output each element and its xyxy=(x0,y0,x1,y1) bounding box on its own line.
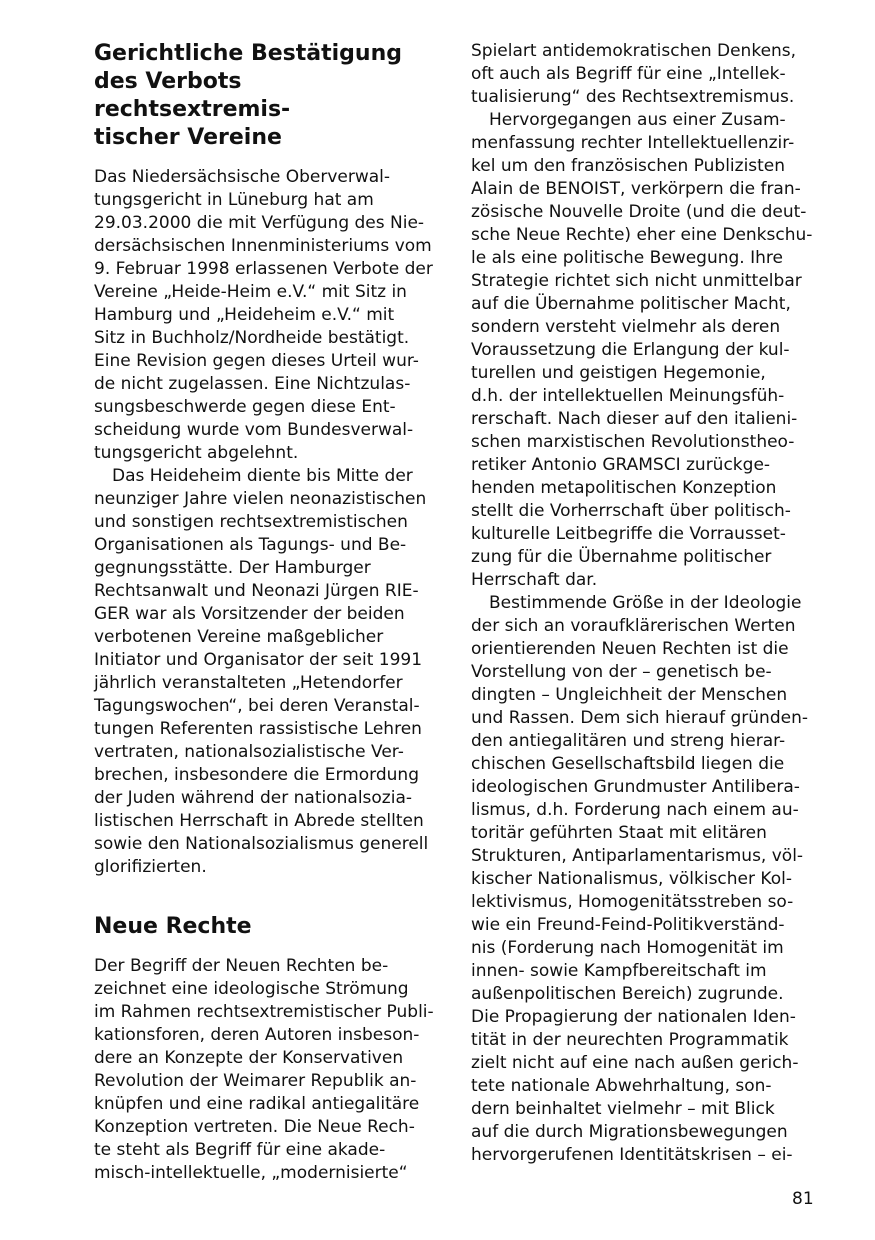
text-line: innen- sowie Kampfbereitschaft im xyxy=(471,961,767,981)
text-line: auf die Übernahme politischer Macht, xyxy=(471,294,791,314)
text-line: Organisationen als Tagungs- und Be- xyxy=(94,535,407,555)
text-line: tete nationale Abwehrhaltung, son- xyxy=(471,1076,772,1096)
text-line: sondern versteht vielmehr als deren xyxy=(471,317,781,337)
text-line: menfassung rechter Intellektuellenzir- xyxy=(471,133,795,153)
text-line: d.h. der intellektuellen Meinungsfüh- xyxy=(471,386,785,406)
text-line: turellen und geistigen Hegemonie, xyxy=(471,363,766,383)
text-line: nis (Forderung nach Homogenität im xyxy=(471,938,784,958)
text-line: tungen Referenten rassistische Lehren xyxy=(94,719,422,739)
text-line: kischer Nationalismus, völkischer Kol- xyxy=(471,869,792,889)
text-line: sche Neue Rechte) eher eine Denkschu- xyxy=(471,225,813,245)
text-line: und Rassen. Dem sich hierauf gründen- xyxy=(471,708,808,728)
text-line: stellt die Vorherrschaft über politisch- xyxy=(471,501,791,521)
text-line: Vorstellung von der – genetisch be- xyxy=(471,662,772,682)
text-line: jährlich veranstalteten „Hetendorfer xyxy=(94,673,403,693)
text-line: lektivismus, Homogenitätsstreben so- xyxy=(471,892,794,912)
text-line: Hamburg und „Heideheim e.V.“ mit xyxy=(94,305,395,325)
page-number: 81 xyxy=(792,1189,814,1209)
text-line: Alain de BENOIST, verkörpern die fran- xyxy=(471,179,801,199)
text-line: zung für die Übernahme politischer xyxy=(471,547,772,567)
text-line: misch-intellektuelle, „modernisierte“ xyxy=(94,1163,408,1183)
text-line: dersächsischen Innenministeriums vom xyxy=(94,236,432,256)
section-heading-neue-rechte: Neue Rechte xyxy=(94,914,252,939)
text-line: Spielart antidemokratischen Denkens, xyxy=(471,41,797,61)
text-line: Vereine „Heide-Heim e.V.“ mit Sitz in xyxy=(94,282,407,302)
text-line: Der Begriff der Neuen Rechten be- xyxy=(94,956,389,976)
text-line: orientierenden Neuen Rechten ist die xyxy=(471,639,789,659)
text-line: dern beinhaltet vielmehr – mit Blick xyxy=(471,1099,775,1119)
text-line: den antiegalitären und streng hierar- xyxy=(471,731,786,751)
text-line: tualisierung“ des Rechtsextremismus. xyxy=(471,87,795,107)
text-line: neunziger Jahre vielen neonazistischen xyxy=(94,489,427,509)
text-line: Bestimmende Größe in der Ideologie xyxy=(489,593,802,613)
text-line: der Juden während der nationalsozia- xyxy=(94,788,412,808)
text-line: dingten – Ungleichheit der Menschen xyxy=(471,685,788,705)
text-line: Das Niedersächsische Oberverwal- xyxy=(94,167,391,187)
text-line: zösische Nouvelle Droite (und die deut- xyxy=(471,202,807,222)
text-line: ideologischen Grundmuster Antilibera- xyxy=(471,777,800,797)
text-line: de nicht zugelassen. Eine Nichtzulas- xyxy=(94,374,411,394)
text-line: Die Propagierung der nationalen Iden- xyxy=(471,1007,796,1027)
text-line: GER war als Vorsitzender der beiden xyxy=(94,604,405,624)
paragraph xyxy=(94,465,439,879)
heading-line: tischer Vereine xyxy=(94,125,282,150)
text-line: gegnungsstätte. Der Hamburger xyxy=(94,558,371,578)
right-column xyxy=(471,40,816,1167)
text-line: toritär geführten Staat mit elitären xyxy=(471,823,767,843)
text-line: schen marxistischen Revolutionstheo- xyxy=(471,432,795,452)
text-line: kationsforen, deren Autoren insbeson- xyxy=(94,1025,420,1045)
text-line: dere an Konzepte der Konservativen xyxy=(94,1048,404,1068)
text-line: hervorgerufenen Identitätskrisen – ei- xyxy=(471,1145,793,1165)
text-line: kulturelle Leitbegriffe die Vorrausset- xyxy=(471,524,786,544)
text-line: zielt nicht auf eine nach außen gerich- xyxy=(471,1053,799,1073)
text-line: le als eine politische Bewegung. Ihre xyxy=(471,248,783,268)
text-line: außenpolitischen Bereich) zugrunde. xyxy=(471,984,784,1004)
text-line: wie ein Freund-Feind-Politikverständ- xyxy=(471,915,785,935)
text-line: listischen Herrschaft in Abrede stellten xyxy=(94,811,424,831)
text-line: knüpfen und eine radikal antiegalitäre xyxy=(94,1094,420,1114)
text-line: vertraten, nationalsozialistische Ver- xyxy=(94,742,404,762)
text-line: tität in der neurechten Programmatik xyxy=(471,1030,789,1050)
text-line: Eine Revision gegen dieses Urteil wur- xyxy=(94,351,419,371)
text-line: sowie den Nationalsozialismus generell xyxy=(94,834,429,854)
text-line: Sitz in Buchholz/Nordheide bestätigt. xyxy=(94,328,410,348)
text-line: oft auch als Begriff für eine „Intellek- xyxy=(471,64,786,84)
text-line: Rechtsanwalt und Neonazi Jürgen RIE- xyxy=(94,581,419,601)
text-line: der sich an voraufklärerischen Werten xyxy=(471,616,796,636)
paragraph xyxy=(471,109,816,592)
text-line: Initiator und Organisator der seit 1991 xyxy=(94,650,423,670)
text-line: rerschaft. Nach dieser auf den italieni- xyxy=(471,409,798,429)
text-line: verbotenen Vereine maßgeblicher xyxy=(94,627,384,647)
heading-line: Gerichtliche Bestätigung xyxy=(94,41,402,66)
text-line: zeichnet eine ideologische Strömung xyxy=(94,979,409,999)
text-line: 9. Februar 1998 erlassenen Verbote der xyxy=(94,259,433,279)
text-line: tungsgericht abgelehnt. xyxy=(94,443,299,463)
text-line: auf die durch Migrationsbewegungen xyxy=(471,1122,788,1142)
text-line: Tagungswochen“, bei deren Veranstal- xyxy=(94,696,420,716)
text-line: henden metapolitischen Konzeption xyxy=(471,478,777,498)
text-line: kel um den französischen Publizisten xyxy=(471,156,786,176)
text-line: Strukturen, Antiparlamentarismus, völ- xyxy=(471,846,804,866)
text-line: chischen Gesellschaftsbild liegen die xyxy=(471,754,785,774)
text-line: tungsgericht in Lüneburg hat am xyxy=(94,190,374,210)
text-line: Das Heideheim diente bis Mitte der xyxy=(112,466,413,486)
text-line: lismus, d.h. Forderung nach einem au- xyxy=(471,800,799,820)
left-column xyxy=(94,40,439,1185)
text-line: und sonstigen rechtsextremistischen xyxy=(94,512,408,532)
text-line: te steht als Begriff für eine akade- xyxy=(94,1140,386,1160)
text-line: Strategie richtet sich nicht unmittelbar xyxy=(471,271,802,291)
text-line: scheidung wurde vom Bundesverwal- xyxy=(94,420,414,440)
text-line: brechen, insbesondere die Ermordung xyxy=(94,765,419,785)
paragraph xyxy=(471,592,816,1167)
text-line: 29.03.2000 die mit Verfügung des Nie- xyxy=(94,213,425,233)
text-line: Voraussetzung die Erlangung der kul- xyxy=(471,340,790,360)
heading-line: des Verbots rechtsextremis- xyxy=(94,69,291,122)
text-line: Revolution der Weimarer Republik an- xyxy=(94,1071,417,1091)
text-line: glorifizierten. xyxy=(94,857,207,877)
section-heading-verbot xyxy=(94,40,439,152)
paragraph xyxy=(94,166,439,465)
paragraph xyxy=(94,955,439,1185)
text-line: Herrschaft dar. xyxy=(471,570,598,590)
text-line: retiker Antonio GRAMSCI zurückge- xyxy=(471,455,771,475)
text-line: sungsbeschwerde gegen diese Ent- xyxy=(94,397,396,417)
text-line: Konzeption vertreten. Die Neue Rech- xyxy=(94,1117,415,1137)
paragraph xyxy=(471,40,816,109)
text-line: Hervorgegangen aus einer Zusam- xyxy=(489,110,786,130)
text-line: im Rahmen rechtsextremistischer Publi- xyxy=(94,1002,434,1022)
